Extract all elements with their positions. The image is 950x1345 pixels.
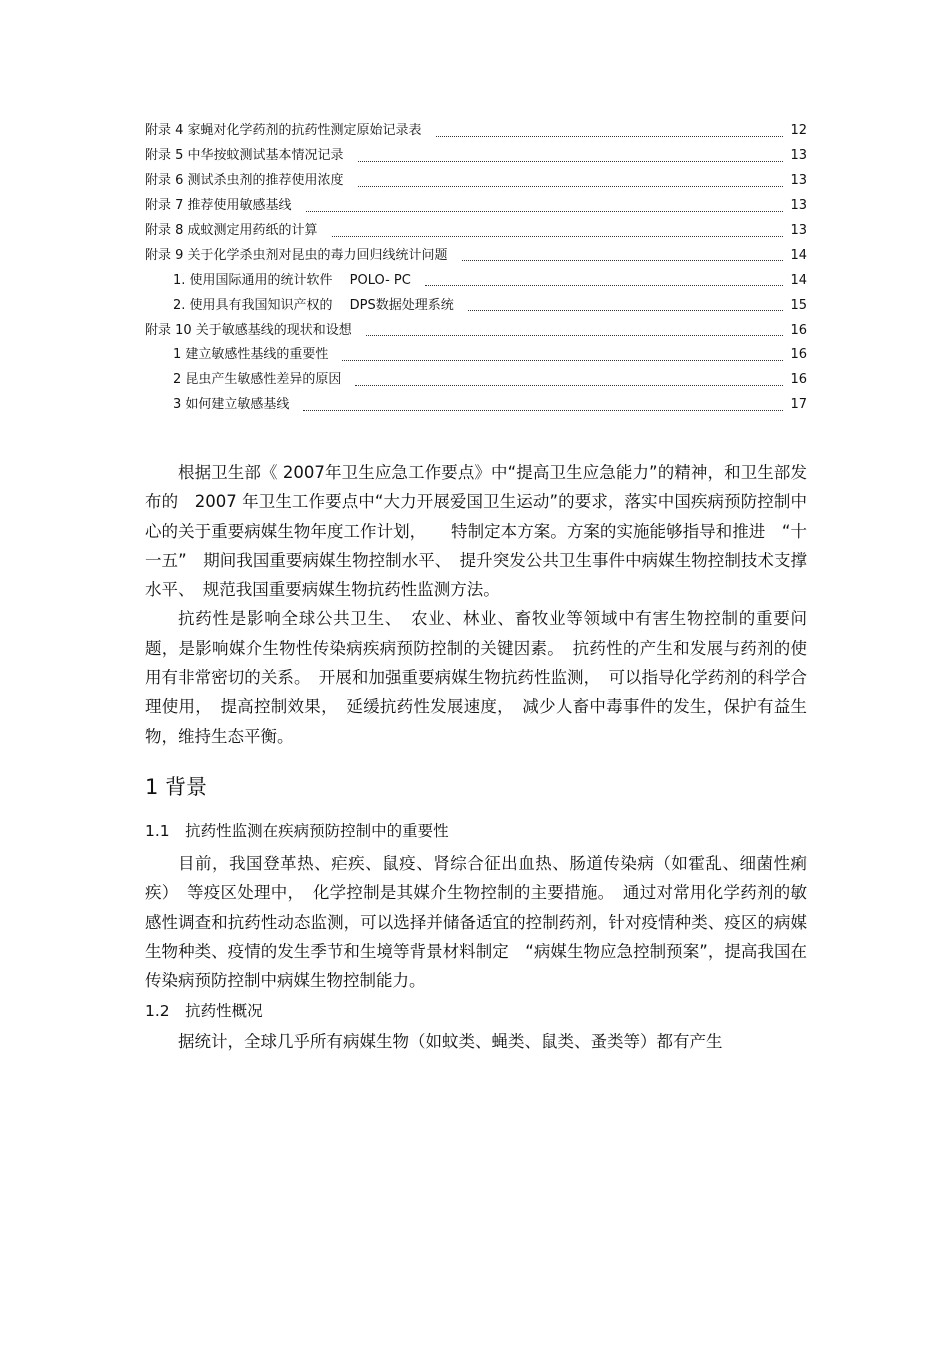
toc-entry[interactable] [145, 194, 807, 219]
toc-entry[interactable] [145, 318, 807, 343]
toc-dot-leader [355, 367, 783, 386]
toc-dot-leader [462, 242, 783, 261]
toc-entry[interactable] [145, 368, 807, 393]
toc-entry-page-number: 16 [790, 372, 807, 388]
section-heading-background: 1 背景 [145, 774, 208, 799]
toc-entry-page-number: 14 [790, 247, 807, 263]
toc-entry-title: 附录 4 家蝇对化学药剂的抗药性测定原始记录表 [145, 123, 422, 139]
toc-dot-leader [468, 292, 783, 311]
toc-entry-page-number: 16 [790, 322, 807, 338]
toc-dot-leader [358, 168, 783, 187]
toc-dot-leader [342, 342, 783, 361]
toc-entry-title: 1. 使用国际通用的统计软件 POLO- PC [173, 272, 411, 288]
toc-entry[interactable] [145, 243, 807, 268]
toc-entry-page-number: 13 [790, 223, 807, 238]
toc-entry-page-number: 13 [790, 198, 807, 214]
toc-entry[interactable] [145, 343, 807, 368]
toc-entry[interactable] [145, 268, 807, 293]
toc-dot-leader [436, 118, 783, 137]
intro-paragraph-2: 抗药性是影响全球公共卫生、 农业、林业、畜牧业等领域中有害生物控制的重要问题，是影响媒介生物性传染病疾病预防控制的关键因素。 抗药性的产生和发展与药剂的使用有非常密切的关系。 开展和加强重要病媒生物抗药性监测， 可以指导化学药剂的科学合理使用， 提高控制效果， 延缓抗药性发展速度， 减少人畜中毒事件的发生，保护有益生物，维持生态平衡。 [145, 609, 807, 746]
toc-entry[interactable] [145, 219, 807, 244]
toc-entry-title: 3 如何建立敏感基线 [173, 397, 290, 413]
toc-dot-leader [303, 392, 783, 411]
toc-entry-page-number: 16 [790, 347, 807, 363]
subsection-heading-1-1: 1.1 抗药性监测在疾病预防控制中的重要性 [145, 821, 449, 840]
toc-entry-title: 2 昆虫产生敏感性差异的原因 [173, 372, 342, 388]
toc-entry-page-number: 13 [790, 173, 807, 189]
toc-entry-title: 附录 9 关于化学杀虫剂对昆虫的毒力回归线统计问题 [145, 247, 448, 263]
toc-entry-page-number: 12 [790, 123, 807, 139]
toc-entry-page-number: 14 [790, 272, 807, 288]
toc-entry-page-number: 15 [790, 297, 807, 313]
toc-dot-leader [358, 143, 783, 162]
toc-dot-leader [332, 218, 783, 237]
toc-entry-title: 附录 5 中华按蚊测试基本情况记录 [145, 148, 344, 164]
toc-entry[interactable] [145, 119, 807, 144]
toc-entry[interactable] [145, 169, 807, 194]
toc-entry-title: 附录 7 推荐使用敏感基线 [145, 198, 292, 214]
toc-dot-leader [306, 193, 783, 212]
toc-entry-title: 2. 使用具有我国知识产权的 DPS数据处理系统 [173, 297, 454, 313]
subsection-heading-1-2: 1.2 抗药性概况 [145, 1002, 263, 1021]
toc-dot-leader [366, 317, 783, 336]
toc-entry[interactable] [145, 393, 807, 418]
toc-entry-title: 附录 10 关于敏感基线的现状和设想 [145, 322, 352, 338]
toc-entry[interactable] [145, 144, 807, 169]
intro-paragraph-1: 根据卫生部《 2007年卫生应急工作要点》中“提高卫生应急能力”的精神，和卫生部发布的 2007 年卫生工作要点中“大力开展爱国卫生运动”的要求，落实中国疾病预防控制中心的关于重要病媒生物年度工作计划， 特制定本方案。方案的实施能够指导和推进 “十一五” 期间我国重要病媒生物控制水平、 提升突发公共卫生事件中病媒生物控制技术支撑水平、 规范我国重要病媒生物抗药性监测方法。 [145, 463, 807, 600]
toc-entry-title: 附录 8 成蚊测定用药纸的计算 [145, 223, 318, 238]
paragraph-1-1: 目前，我国登革热、疟疾、鼠疫、肾综合征出血热、肠道传染病（如霍乱、细菌性痢疾） 等疫区处理中， 化学控制是其媒介生物控制的主要措施。 通过对常用化学药剂的敏感性调查和抗药性动态监测，可以选择并储备适宜的控制药剂，针对疫情种类、疫区的病媒生物种类、疫情的发生季节和生境等背景材料制定 “病媒生物应急控制预案”，提高我国在传染病预防控制中病媒生物控制能力。 [145, 853, 807, 991]
toc-entry-title: 1 建立敏感性基线的重要性 [173, 347, 329, 363]
toc-entry-title: 附录 6 测试杀虫剂的推荐使用浓度 [145, 173, 344, 189]
table-of-contents [145, 119, 807, 418]
paragraph-1-2: 据统计，全球几乎所有病媒生物（如蚊类、蝇类、鼠类、蚤类等）都有产生 [178, 1032, 723, 1052]
document-body [145, 458, 807, 1057]
toc-dot-leader [425, 267, 783, 286]
toc-entry[interactable] [145, 293, 807, 318]
toc-entry-page-number: 13 [790, 148, 807, 164]
toc-entry-page-number: 17 [790, 397, 807, 413]
